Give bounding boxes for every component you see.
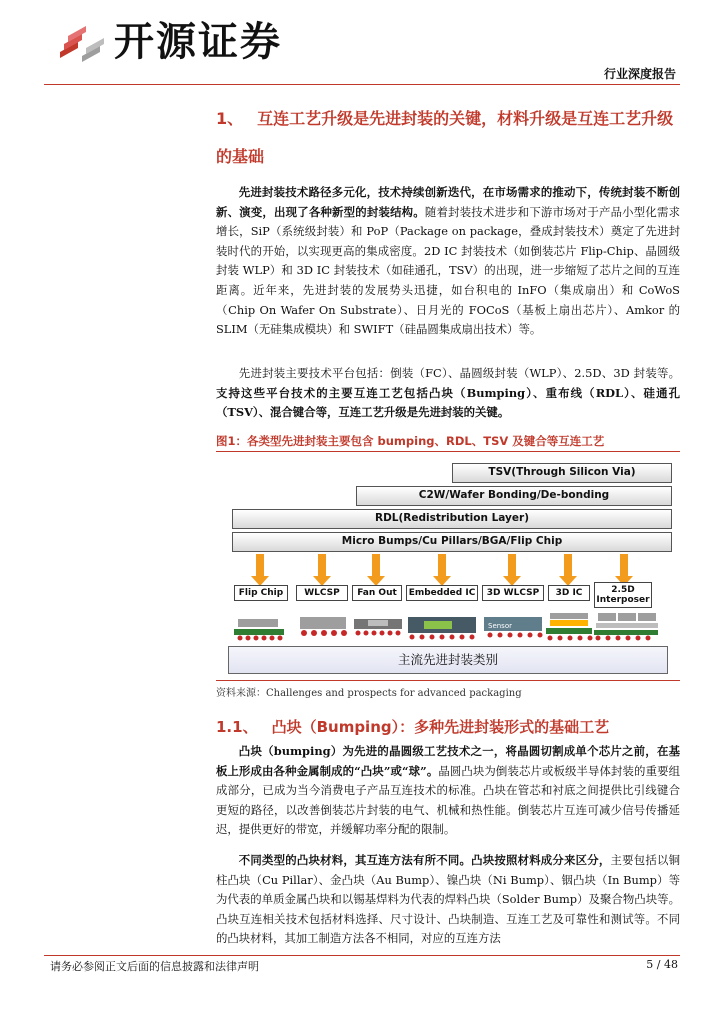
figure-title: 图1：各类型先进封装主要包含 bumping、RDL、TSV 及键合等互连工艺 — [216, 434, 605, 448]
packaging-diagram — [216, 455, 680, 677]
paragraph-3-lead: 凸块（bumping）为先进的晶圆级工艺技术之一，将晶圆切割成单个芯片之前，在基板上形成由各种金属制成的“凸块”或“球”。 — [216, 744, 680, 778]
package-flip-chip: Flip Chip — [234, 585, 288, 601]
paragraph-4-body: 主要包括以铜柱凸块（Cu Pillar）、金凸块（Au Bump）、镍凸块（Ni Bump）、铟凸块（In Bump）等为代表的单质金属凸块和以锡基焊料为代表的焊料凸块（Solder Bump）及聚合物凸块等。凸块互连相关技术包括材料选择、尺寸设计、凸块制造、互连工艺及可靠性和测试等。不同的凸块材料，其加工制造方法各不相同，对应的互连方法 — [216, 853, 680, 946]
paragraph-2-lead: 支持这些平台技术的主要互连工艺包括凸块（Bumping）、重布线（RDL）、硅通孔（TSV）、混合键合等，互连工艺升级是先进封装的关键。 — [216, 385, 680, 420]
footer-divider — [44, 955, 680, 956]
package-2-5d-interposer: 2.5D Interposer — [594, 582, 652, 608]
brand-name: 开源证券 — [114, 19, 282, 65]
layer-tsv: TSV(Through Silicon Via) — [452, 463, 672, 483]
package-wlcsp: WLCSP — [296, 585, 348, 601]
subsection-number: 1.1、 — [216, 718, 258, 736]
paragraph-3 — [216, 742, 680, 840]
paragraph-4 — [216, 851, 680, 949]
layer-rdl: RDL(Redistribution Layer) — [232, 509, 672, 529]
paragraph-1 — [216, 183, 680, 340]
figure-source: 资料来源：Challenges and prospects for advanced packaging — [216, 688, 522, 699]
package-3d-ic: 3D IC — [548, 585, 590, 601]
paragraph-2 — [216, 364, 680, 423]
subsection-title: 凸块（Bumping）：多种先进封装形式的基础工艺 — [271, 718, 610, 736]
label-sensor: Sensor — [488, 622, 512, 630]
package-3d-wlcsp: 3D WLCSP — [482, 585, 544, 601]
brand-logo-icon — [56, 22, 106, 66]
footer-disclaimer: 请务必参阅正文后面的信息披露和法律声明 — [50, 960, 259, 973]
figure-bottom-divider — [216, 680, 680, 681]
page-number: 5 / 48 — [646, 958, 678, 971]
package-fan-out: Fan Out — [352, 585, 402, 601]
paragraph-3-body: 晶圆凸块为倒装芯片或板级半导体封装的重要组成部分，已成为当今消费电子产品互连技术的标准。凸块在管芯和衬底之间提供比引线键合更短的路径，以改善倒装芯片封装的电气、机械和热性能。倒装芯片互连可减少信号传播延迟，提供更好的带宽，并缓解功率分配的限制。 — [216, 763, 680, 837]
layer-bonding: C2W/Wafer Bonding/De-bonding — [356, 486, 672, 506]
figure-top-divider — [216, 451, 680, 452]
section-number: 1、 — [216, 109, 244, 128]
paragraph-1-lead: 先进封装技术路径多元化，技术持续创新迭代，在市场需求的推动下，传统封装不断创新、演变，出现了各种新型的封装结构。 — [216, 185, 680, 219]
report-type: 行业深度报告 — [603, 67, 676, 81]
package-cross-sections-icon — [234, 611, 658, 641]
package-embedded-ic: Embedded IC — [406, 585, 478, 601]
layer-bumps: Micro Bumps/Cu Pillars/BGA/Flip Chip — [232, 532, 672, 552]
paragraph-2-body: 先进封装主要技术平台包括：倒装（FC）、晶圆级封装（WLP）、2.5D、3D 封装等。 — [238, 366, 680, 380]
subsection-heading — [216, 716, 609, 737]
paragraph-4-lead: 不同类型的凸块材料，其互连方法有所不同。凸块按照材料成分来区分， — [238, 853, 611, 867]
header-divider — [44, 84, 680, 85]
figure-bottom-label: 主流先进封装类别 — [228, 646, 668, 674]
paragraph-1-body: 随着封装技术进步和下游市场对于产品小型化需求增长，SiP（系统级封装）和 PoP（Package on package，叠成封装技术）奠定了先进封装时代的开始，以实现更高的集成密度。2D IC 封装技术（如倒装芯片 Flip-Chip、晶圆级封装 WLP）和 3D IC 封装技术（如硅通孔，TSV）的出现，进一步缩短了芯片之间的互连距离。近年来，先进封装的发展势头迅捷，如台积电的 InFO（集成扇出）和 CoWoS（Chip On Wafer On Substrate）、日月光的 FOCoS（基板上扇出芯片）、Amkor 的 SLIM（无硅集成模块）和 SWIFT（硅晶圆集成扇出技术）等。 — [216, 204, 680, 337]
section-title: 互连工艺升级是先进封装的关键，材料升级是互连工艺升级的基础 — [216, 109, 674, 166]
section-heading — [216, 100, 684, 176]
